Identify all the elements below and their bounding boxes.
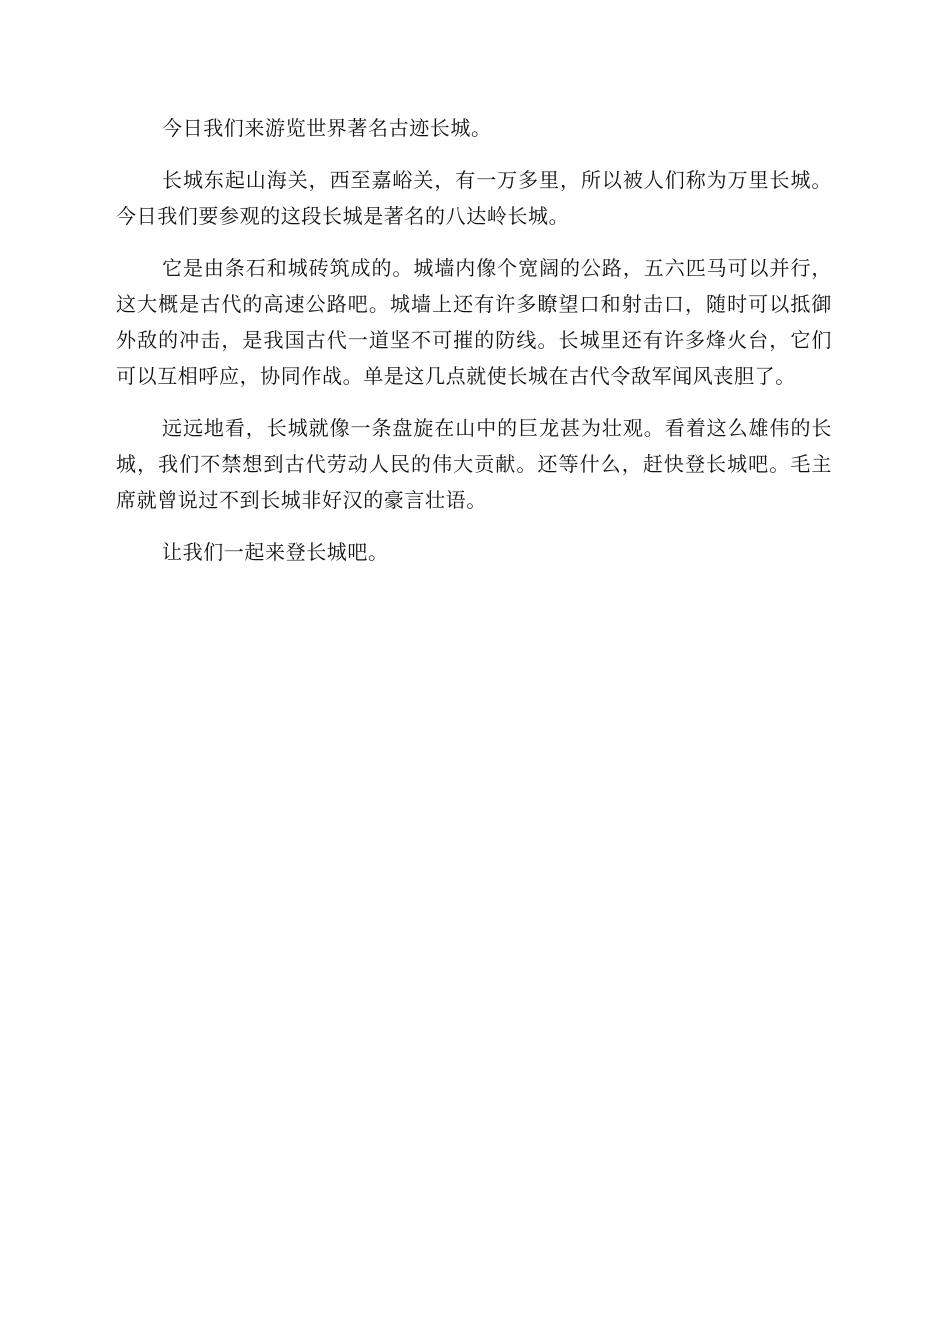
paragraph-2: 长城东起山海关，西至嘉峪关，有一万多里，所以被人们称为万里长城。今日我们要参观的这段长城是著名的八达岭长城。 bbox=[116, 168, 832, 228]
paragraph-3: 它是由条石和城砖筑成的。城墙内像个宽阔的公路，五六匹马可以并行，这大概是古代的高速公路吧。城墙上还有许多瞭望口和射击口，随时可以抵御外敌的冲击，是我国古代一道坚不可摧的防线。长城里还有许多烽火台，它们可以互相呼应，协同作战。单是这几点就使长城在古代令敌军闻风丧胆了。 bbox=[116, 256, 832, 388]
paragraph-4: 远远地看，长城就像一条盘旋在山中的巨龙甚为壮观。看着这么雄伟的长城，我们不禁想到古代劳动人民的伟大贡献。还等什么，赶快登长城吧。毛主席就曾说过不到长城非好汉的豪言壮语。 bbox=[116, 416, 832, 512]
document-body bbox=[116, 110, 832, 586]
paragraph-1: 今日我们来游览世界著名古迹长城。 bbox=[162, 116, 492, 140]
paragraph-5: 让我们一起来登长城吧。 bbox=[162, 540, 389, 564]
